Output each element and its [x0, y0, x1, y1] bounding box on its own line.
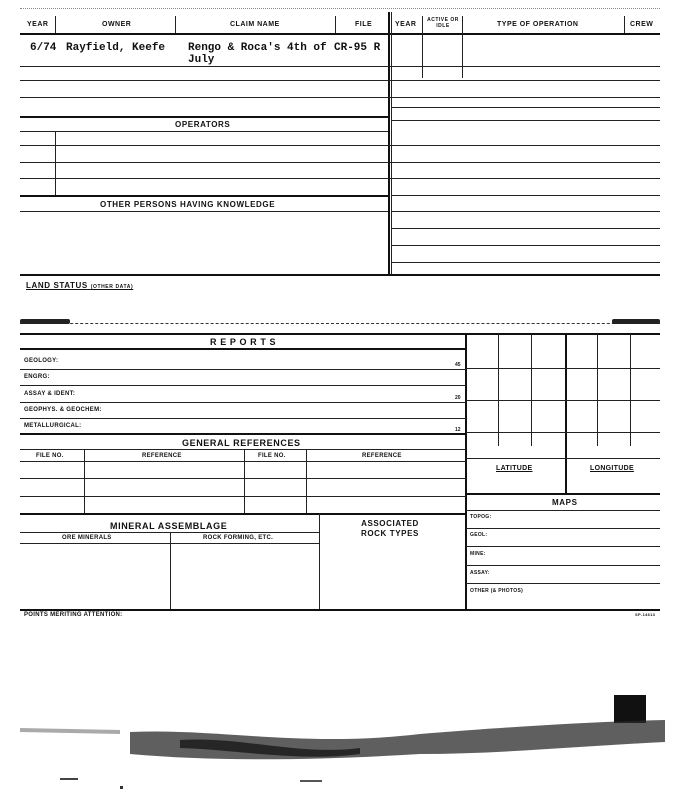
divider: [175, 16, 176, 33]
reports-heading: R E P O R T S: [210, 337, 277, 347]
header-year: YEAR: [27, 21, 49, 28]
grid-line: [466, 368, 660, 369]
land-status-title: LAND STATUS: [26, 281, 88, 290]
map-label-mine: MINE:: [470, 551, 486, 557]
reports-right-border: [465, 333, 467, 610]
other-persons-heading: OTHER PERSONS HAVING KNOWLEDGE: [100, 200, 276, 209]
maps-heading: MAPS: [552, 498, 578, 507]
ref-col-file-no-2: FILE NO.: [258, 453, 286, 459]
divider: [391, 12, 392, 274]
row-rule: [466, 583, 660, 584]
rock-forming-heading: ROCK FORMING, ETC.: [203, 535, 274, 541]
row-rule: [392, 107, 660, 108]
divider: [388, 12, 390, 274]
header-claim-name: CLAIM NAME: [230, 21, 280, 28]
map-label-other: OTHER (& PHOTOS): [470, 588, 524, 594]
divider: [55, 131, 56, 195]
mineral-assemblage-heading: MINERAL ASSEMBLAGE: [110, 521, 228, 531]
row-rule: [20, 97, 660, 98]
row-rule: [20, 418, 466, 419]
top-rule: [20, 8, 660, 9]
ref-col-reference: REFERENCE: [142, 453, 182, 459]
header-type-of-operation: TYPE OF OPERATION: [497, 21, 579, 28]
report-number: 45: [455, 362, 461, 368]
row-rule: [466, 565, 660, 566]
entry-claim-line2: July: [188, 54, 215, 66]
row-rule: [20, 478, 466, 479]
row-rule: [392, 120, 660, 121]
row-rule: [466, 528, 660, 529]
row-rule: [20, 195, 388, 197]
report-label-engrg: ENGRG:: [24, 374, 50, 380]
header-rule: [20, 33, 660, 35]
row-rule: [20, 80, 660, 81]
operators-heading: OPERATORS: [175, 120, 231, 129]
grid-line: [630, 334, 631, 446]
row-rule: [20, 178, 660, 179]
divider: [306, 449, 307, 513]
row-rule: [392, 262, 660, 263]
row-rule: [392, 195, 660, 196]
ref-col-reference-2: REFERENCE: [362, 453, 402, 459]
map-label-topog: TOPOG:: [470, 514, 492, 520]
row-rule: [20, 496, 466, 497]
section-rule: [20, 513, 466, 515]
report-number: 20: [455, 395, 461, 401]
report-label-geophys: GEOPHYS. & GEOCHEM:: [24, 407, 102, 413]
row-rule: [20, 385, 466, 386]
row-rule: [466, 510, 660, 511]
row-rule: [392, 228, 660, 229]
row-rule: [20, 131, 388, 132]
scan-noise: [0, 690, 678, 808]
map-label-assay: ASSAY:: [470, 570, 490, 576]
row-rule: [20, 402, 466, 403]
scan-smear: [612, 319, 660, 324]
divider: [244, 449, 245, 513]
divider: [624, 16, 625, 33]
section-rule: [20, 348, 466, 350]
divider: [84, 449, 85, 513]
land-status-rule: [20, 323, 660, 324]
row-rule: [20, 66, 660, 67]
land-status-note: (OTHER DATA): [90, 284, 134, 290]
row-rule: [20, 145, 660, 146]
latitude-label: LATITUDE: [496, 465, 533, 472]
header-year-2: YEAR: [395, 21, 417, 28]
row-rule: [20, 449, 466, 450]
row-rule: [466, 546, 660, 547]
row-rule: [20, 162, 660, 163]
grid-line: [466, 432, 660, 433]
grid-line: [466, 458, 660, 459]
longitude-label: LONGITUDE: [590, 465, 634, 472]
row-rule: [392, 211, 660, 212]
report-label-geology: GEOLOGY:: [24, 358, 59, 364]
general-references-heading: GENERAL REFERENCES: [182, 438, 301, 448]
form-number: SP-14613: [635, 612, 656, 617]
grid-line: [498, 334, 499, 446]
grid-line: [531, 334, 532, 446]
row-rule: [392, 245, 660, 246]
land-status-heading: [26, 281, 133, 290]
divider: [335, 16, 336, 33]
row-rule: [20, 461, 466, 462]
associated-rock-types-heading: ASSOCIATED ROCK TYPES: [360, 519, 419, 538]
map-label-geol: GEOL:: [470, 532, 488, 538]
ore-minerals-heading: ORE MINERALS: [62, 535, 112, 541]
divider: [319, 513, 320, 610]
points-meriting-attention: POINTS MERITING ATTENTION:: [24, 612, 123, 618]
entry-year: 6/74: [30, 42, 57, 54]
grid-line: [466, 400, 660, 401]
row-rule: [20, 369, 466, 370]
ref-col-file-no: FILE NO.: [36, 453, 64, 459]
entry-claim-line1: Rengo & Roca's 4th of: [188, 42, 327, 54]
divider: [170, 532, 171, 610]
scan-smear: [20, 319, 70, 324]
header-owner: OWNER: [102, 21, 132, 28]
header-file: FILE: [355, 21, 373, 28]
header-active-idle: ACTIVE OR IDLE: [427, 17, 459, 29]
section-rule: [20, 433, 466, 435]
entry-file: CR-95 R: [334, 42, 381, 54]
report-label-metallurgical: METALLURGICAL:: [24, 423, 82, 429]
report-number: 12: [455, 427, 461, 433]
row-rule: [20, 116, 388, 118]
row-rule: [20, 211, 388, 212]
section-rule: [466, 493, 660, 495]
report-label-assay: ASSAY & IDENT:: [24, 391, 76, 397]
header-crew: CREW: [630, 21, 654, 28]
section-rule: [20, 274, 660, 276]
bottom-rule: [20, 609, 660, 611]
divider: [55, 16, 56, 33]
divider: [462, 16, 463, 78]
divider: [422, 16, 423, 78]
section-rule: [20, 333, 660, 335]
grid-line: [565, 334, 567, 494]
entry-owner: Rayfield, Keefe: [66, 42, 166, 54]
grid-line: [597, 334, 598, 446]
